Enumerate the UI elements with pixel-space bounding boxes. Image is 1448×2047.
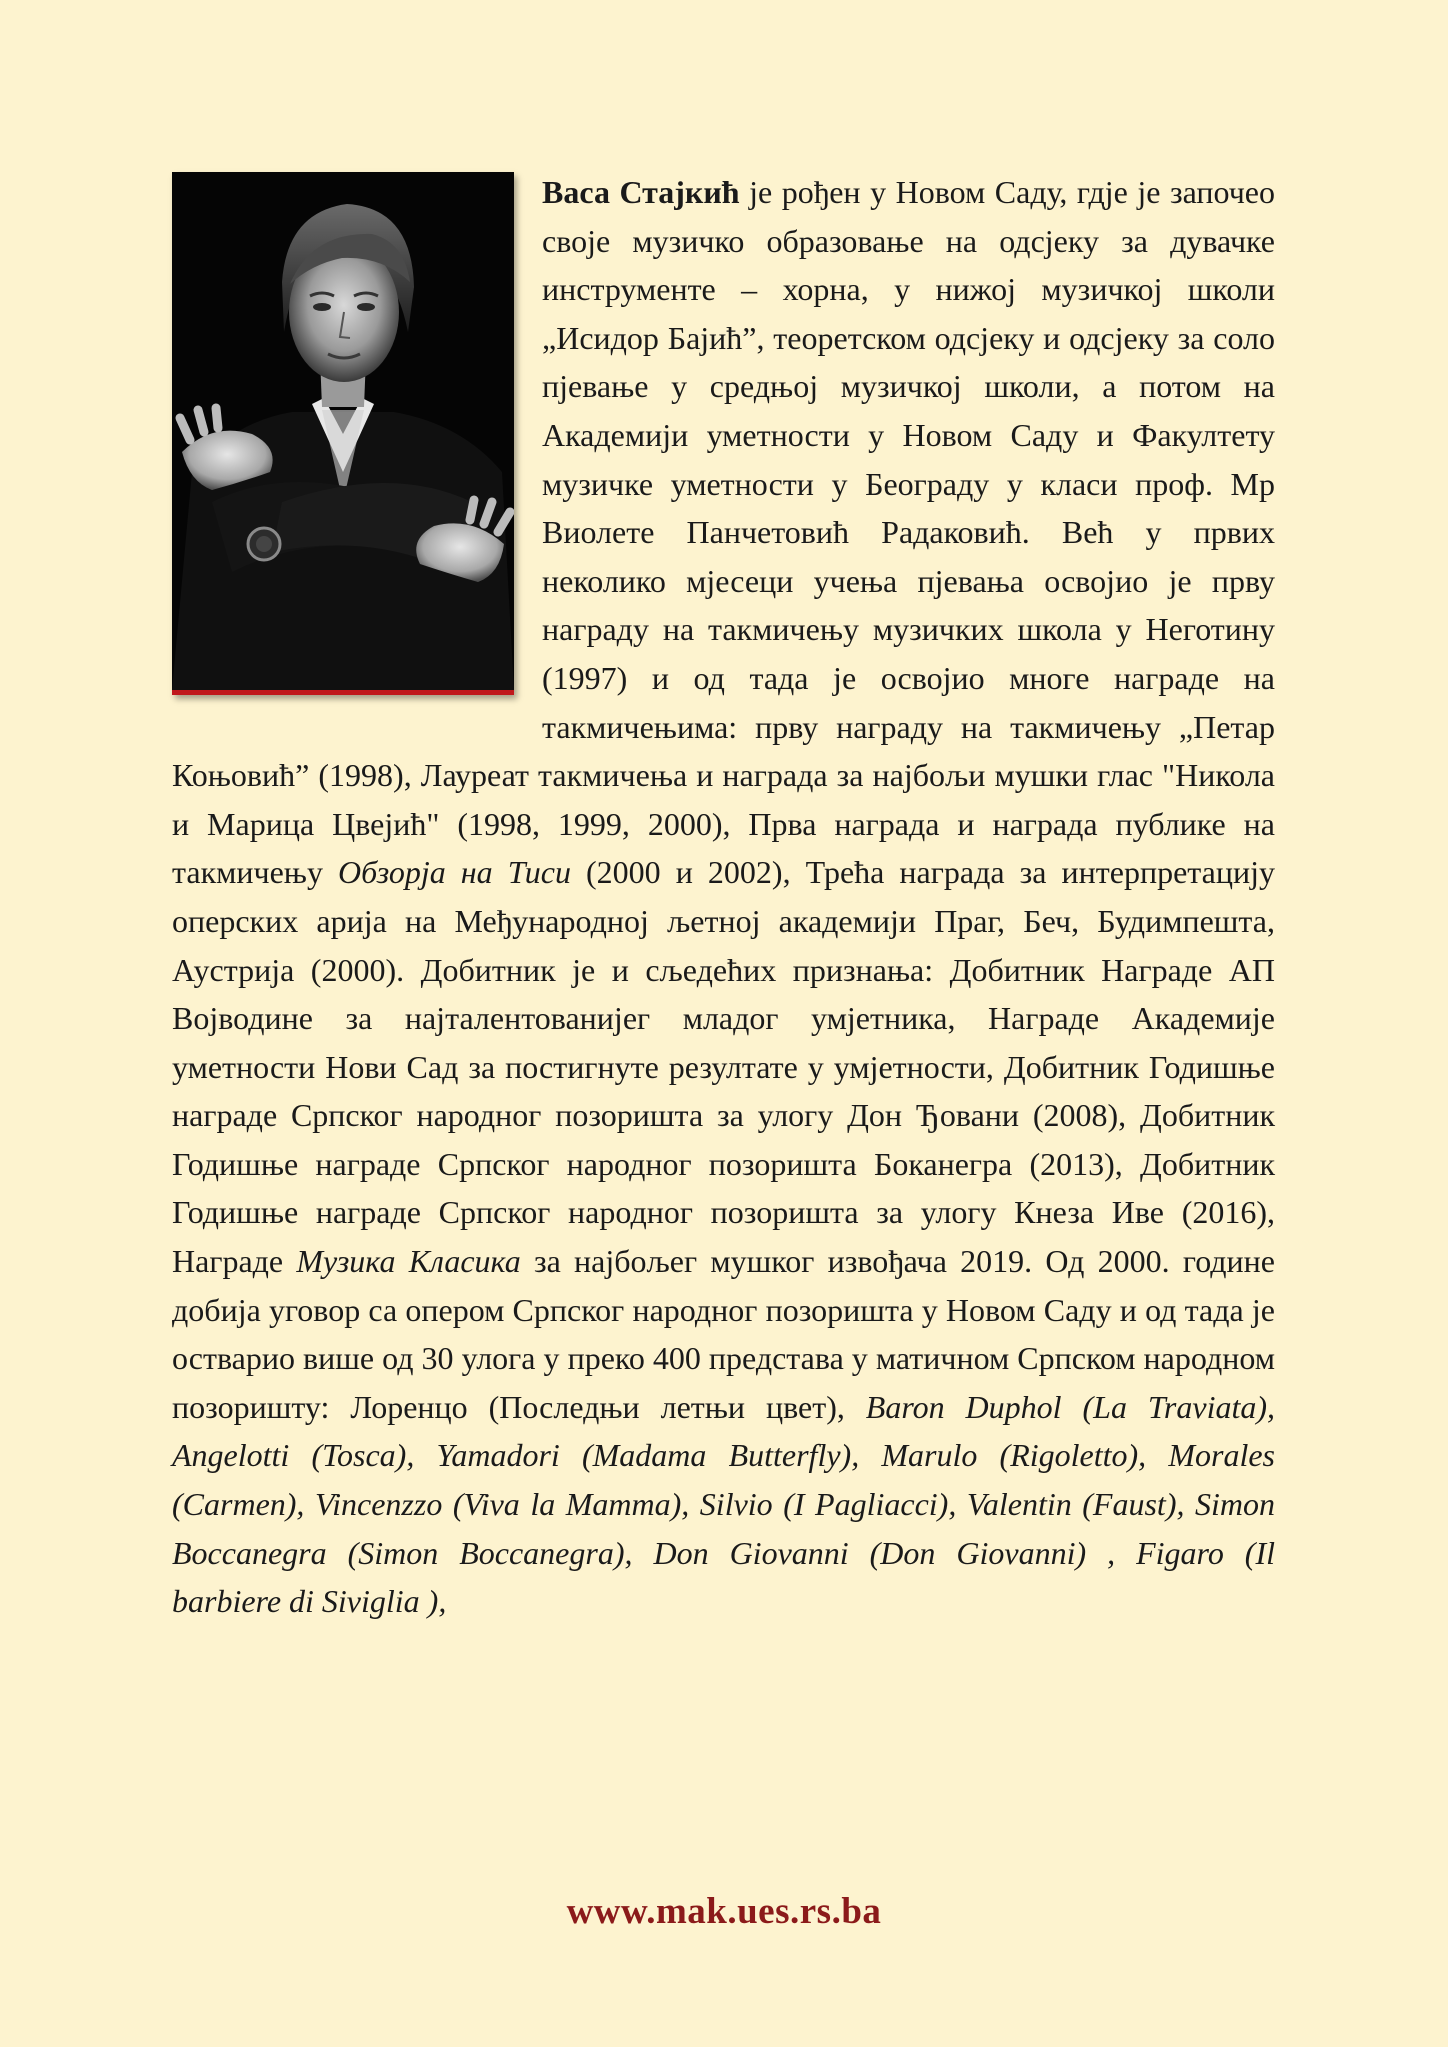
bio-text-part-1: је рођен у Новом Саду, гдје је започео своје музичко образовање на одсјеку за дувачке инструменте – хорна, у нижој музичкој школи „Исидор Бајић”, теоретском одсјеку и одсјеку за соло пјевање у средњој музичкој школи, а потом на Академији уметности у Новом Саду и Факултету музичке уметности у Београду у класи проф. Мр Виолете Панчетовић Радаковић. Већ у првих неколико мјесеци учења пјевања освојио је прву награду на такмичењу музичких школа у Неготину (1997) и од тада је освојио многе награде на такмичењима: прву награду на такмичењу „Петар Коњовић” (1998), Лауреат такмичења и награда за најбољи мушки глас "Никола и Марица Цвејић" (1998, 1999, 2000), Прва награда и награда публике на такмичењу	[172, 174, 1275, 891]
bio-text-part-3: за најбољег мушког извођача 2019. Од 2000. године добија уговор са опером Српског народног позоришта у Новом Саду и од тада је остварио више од 30 улога у преко 400 представа у матичном Српском народном позоришту: Лоренцо (Последњи летњи цвет),	[172, 1243, 1275, 1425]
competition-title: Обзорја на Тиси	[338, 854, 571, 891]
artist-name: Васа Стајкић	[542, 174, 740, 210]
footer-website-link[interactable]: www.mak.ues.rs.ba	[566, 1891, 882, 1932]
portrait-illustration	[172, 172, 514, 690]
artist-portrait-photo	[172, 172, 514, 695]
roles-list: Baron Duphol (La Traviata), Angelotti (Tosca), Yamadori (Madama Butterfly), Marulo (Rigoletto), Morales (Carmen), Vincenzzo (Viva la Mamma), Silvio (I Pagliacci), Valentin (Faust), Simon Boccanegra (Simon Boccanegra), Don Giovanni (Don Giovanni) , Figaro (Il barbiere di Siviglia ),	[172, 1388, 1275, 1620]
bio-section	[172, 168, 1275, 1626]
bio-text-part-2: (2000 и 2002), Трећа награда за интерпретацију оперских арија на Међународној љетној академији Праг, Беч, Будимпешта, Аустрија (2000). Добитник је и сљедећих признања: Добитник Награде АП Војводине за најталентованијег младог умјетника, Награде Академије уметности Нови Сад за постигнуте резултате у умјетности, Добитник Годишње награде Српског народног позоришта за улогу Дон Ђовани (2008), Добитник Годишње награде Српског народног позоришта Боканегра (2013), Добитник Годишње награде Српског народног позоришта за улогу Кнеза Иве (2016), Награде	[172, 854, 1276, 1280]
award-title: Музика Класика	[296, 1243, 521, 1280]
